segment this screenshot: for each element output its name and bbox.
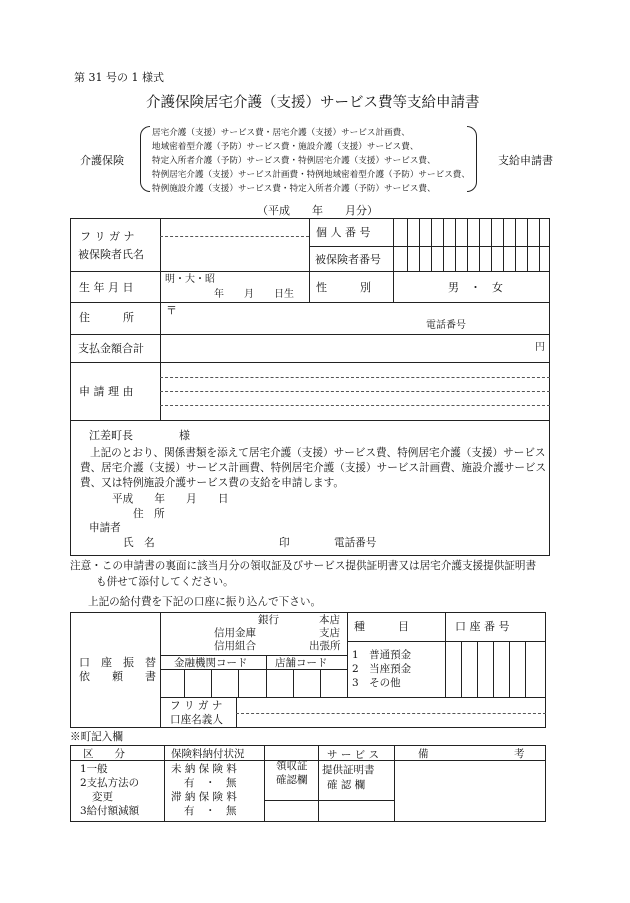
insured-number-label: 被保険者番号 [315,253,381,266]
branch-type[interactable]: 出張所 [309,640,341,652]
bank-section-label: 口 座 振 替 [79,656,156,669]
service-line: 地域密着型介護（予防）サービス費・施設介護（支援）サービス費、 [152,142,419,152]
furigana-label: フ リ ガ ナ [80,230,135,243]
bank-code-label: 金融機関コード [174,657,248,669]
applicant-phone-label: 電話番号 [334,537,377,549]
account-type-header: 種 目 [354,620,409,633]
personal-number-label: 個 人 番 号 [316,226,371,239]
institution-type[interactable]: 銀行 [258,614,279,626]
office-use-table [70,745,546,822]
declaration-line: 費、居宅介護（支援）サービス計画費、特例居宅介護（支援）サービス計画費、施設介護サービス [80,462,547,474]
phone-label: 電話番号 [426,320,466,331]
left-label: 介護保険 [80,154,124,167]
office-category-item: 1一般 [80,763,108,775]
branch-type[interactable]: 支店 [319,627,340,639]
insured-name-label: 被保険者氏名 [78,248,144,261]
right-bracket [467,126,477,192]
office-receipt-header: 領収証 [276,760,308,772]
service-line: 特例居宅介護（支援）サービス計画費・特例地域密着型介護（予防）サービス費、 [152,170,470,180]
address-input[interactable] [180,305,410,331]
unpaid-premium-options[interactable]: 有 ・ 無 [184,777,237,789]
addressee: 江差町長 [89,429,133,442]
office-remarks-header: 考 [514,748,525,760]
transfer-intro: 上記の給付費を下記の口座に振り込んで下さい。 [88,596,322,608]
holder-name-label: 口座名義人 [170,714,223,726]
insured-name-input[interactable] [164,240,304,268]
institution-type[interactable]: 信用組合 [214,640,256,652]
holder-furigana-input[interactable] [240,699,540,711]
office-section-title: ※町記入欄 [70,731,123,743]
arrears-premium-options[interactable]: 有 ・ 無 [184,805,237,817]
office-remarks-header: 備 [418,748,429,760]
bank-section-label: 依 頼 書 [79,670,156,683]
arrears-premium-label: 滞 納 保 険 料 [171,791,237,803]
era-options[interactable]: 明・大・昭 [165,274,215,285]
unpaid-premium-label: 未 納 保 険 料 [171,763,237,775]
payment-total-label: 支払金額合計 [78,342,144,355]
form-number: 第 31 号の 1 様式 [74,71,164,84]
service-line: 特定入所者介護（予防）サービス費・特例居宅介護（支援）サービス費、 [152,156,436,166]
payment-total-input[interactable] [164,338,524,358]
holder-name-input[interactable] [240,715,540,727]
yen-unit: 円 [535,342,545,353]
left-bracket [140,126,150,192]
right-label: 支給申請書 [498,154,553,167]
account-type-option[interactable]: 3 その他 [352,677,401,689]
reason-label: 申 請 理 由 [79,385,134,398]
page-title: 介護保険居宅介護（支援）サービス費等支給申請書 [146,95,480,111]
office-category-header: 区 分 [83,748,125,760]
office-service-header: 確 認 欄 [327,779,366,791]
holder-furigana-label: フ リ ガ ナ [170,700,223,712]
declaration-line: 上記のとおり、関係書類を添えて居宅介護（支援）サービス費、特例居宅介護（支援）サービス [90,447,546,459]
addressee-honorific: 様 [179,429,190,442]
office-service-header: サ ー ビ ス [327,749,380,761]
applicant-label: 申請者 [89,522,121,534]
branch-code-label: 店舗コード [275,657,328,669]
sex-label: 性 別 [316,281,371,294]
reason-input[interactable] [164,364,544,418]
sex-options[interactable]: 男 ・ 女 [448,281,503,294]
postal-mark: 〒 [166,304,177,317]
branch-type[interactable]: 本店 [319,614,340,626]
office-receipt-header: 確認欄 [276,774,308,786]
applicant-name-label: 氏 名 [123,537,155,549]
office-category-item: 変更 [92,791,113,803]
date-period: （平成 年 月分） [257,204,378,217]
service-line: 居宅介護（支援）サービス費・居宅介護（支援）サービス計画費、 [152,128,410,138]
applicant-address-label: 住 所 [133,508,165,520]
birth-date-label: 生 年 月 日 [79,281,134,294]
application-date: 平成 年 月 日 [112,493,229,505]
note-line: も併せて添付してください。 [96,576,234,588]
furigana-input[interactable] [164,221,304,235]
office-category-item: 3給付額減額 [80,805,140,817]
address-label: 住 所 [79,311,134,324]
account-type-option[interactable]: 2 当座預金 [352,663,412,675]
declaration-line: 費、又は特例施設介護サービス費の支給を申請します。 [80,477,344,489]
office-premium-header: 保険料納付状況 [171,748,245,760]
account-number-header: 口 座 番 号 [455,620,510,633]
office-service-header: 提供証明書 [322,764,375,776]
account-type-option[interactable]: 1 普通預金 [352,649,412,661]
institution-type[interactable]: 信用金庫 [214,627,256,639]
note-line: 注意・この申請書の裏面に該当月分の領収証及びサービス提供証明書又は居宅介護支援提供証明書 [70,560,537,572]
service-line: 特例施設介護（支援）サービス費・特定入所者介護（予防）サービス費、 [152,184,436,194]
office-category-item: 2支払方法の [80,777,140,789]
birth-ymd: 年 月 日生 [214,289,294,300]
seal-mark: 印 [279,537,290,549]
